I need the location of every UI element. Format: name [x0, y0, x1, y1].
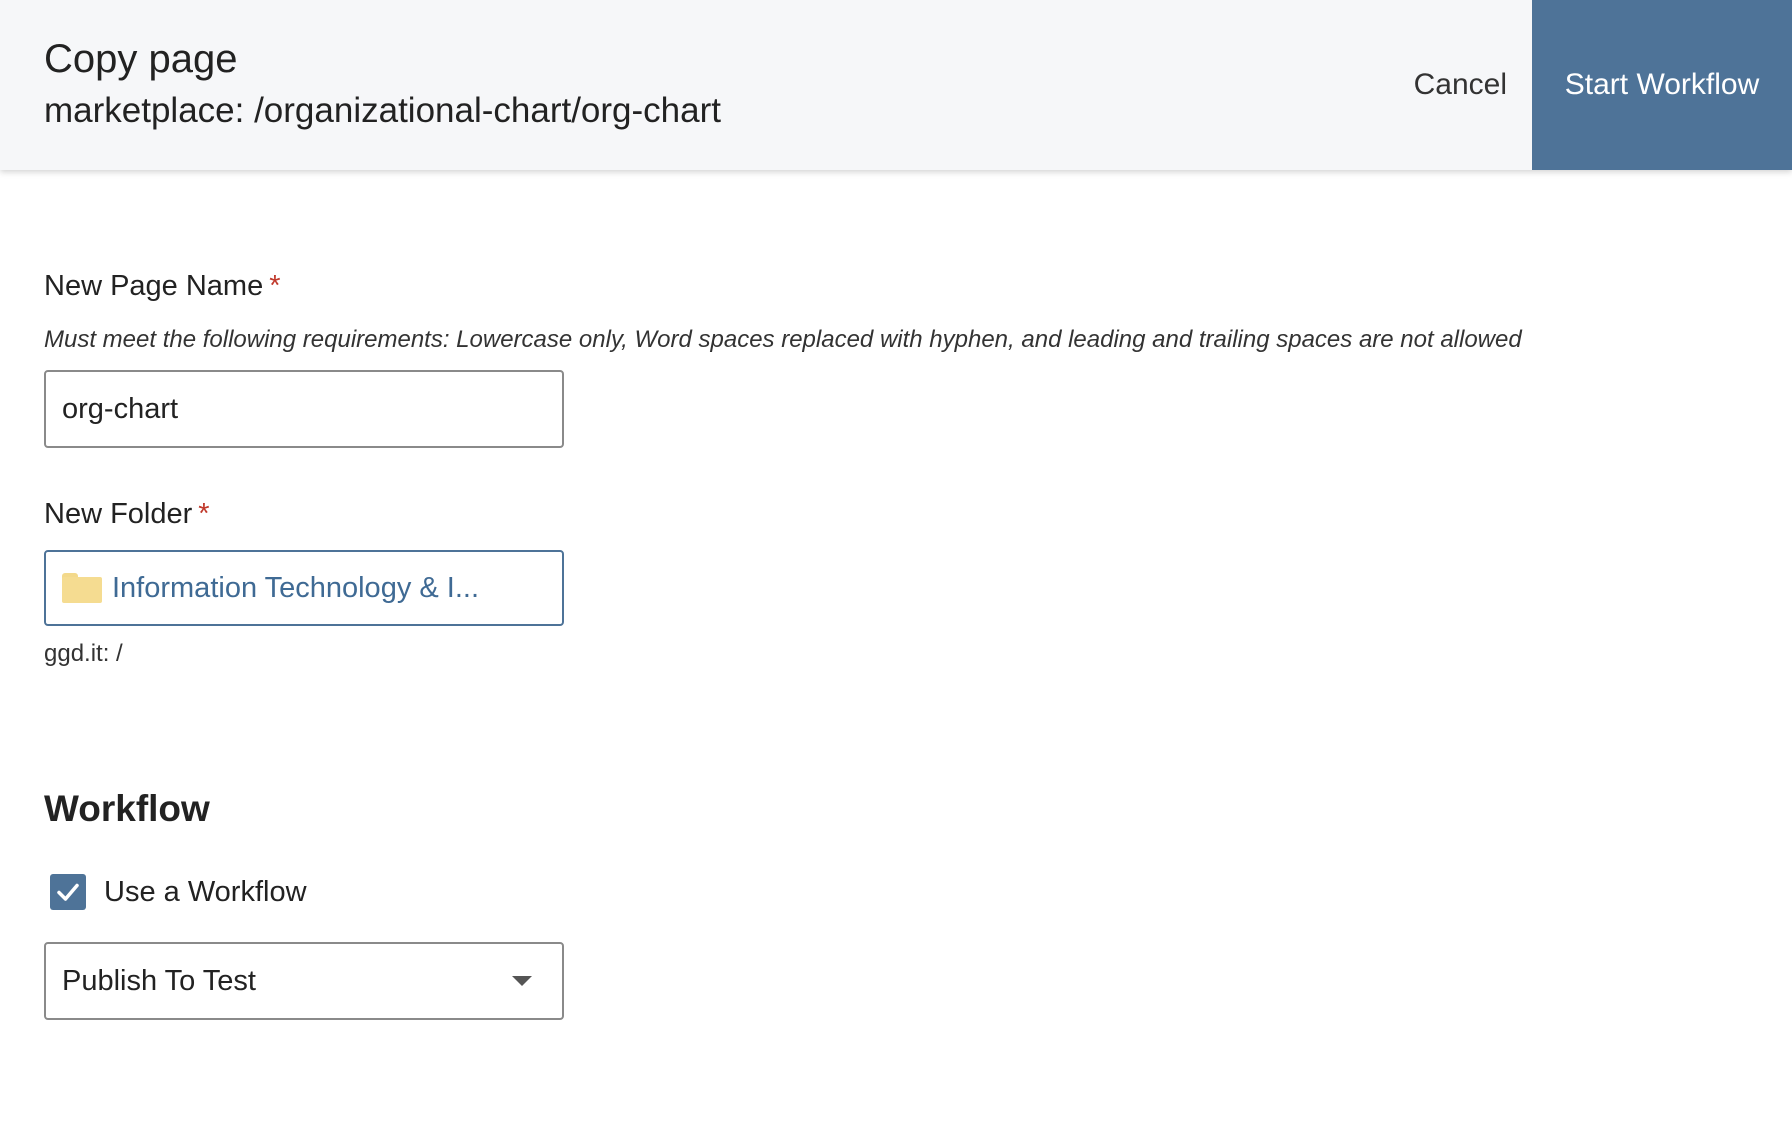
workflow-select-value: Publish To Test	[62, 964, 256, 997]
start-workflow-button[interactable]: Start Workflow	[1532, 0, 1792, 170]
dialog-header	[0, 0, 1792, 170]
page-subtitle: marketplace: /organizational-chart/org-chart	[44, 91, 721, 130]
checkmark-icon	[55, 879, 81, 905]
folder-name: Information Technology & I...	[112, 571, 480, 604]
page-name-hint: Must meet the following requirements: Lowercase only, Word spaces replaced with hyphen, and leading and trailing spaces are not allowed	[44, 326, 1522, 353]
workflow-select[interactable]	[44, 942, 564, 1020]
use-workflow-row[interactable]	[44, 874, 307, 910]
cancel-button[interactable]: Cancel	[1414, 0, 1507, 170]
folder-label: New Folder	[44, 498, 193, 530]
use-workflow-label: Use a Workflow	[104, 875, 307, 908]
folder-label-row	[44, 496, 210, 532]
workflow-heading: Workflow	[44, 788, 210, 829]
page-name-label-row	[44, 268, 281, 304]
page-name-label: New Page Name	[44, 270, 264, 302]
chevron-down-icon	[512, 976, 532, 986]
folder-picker[interactable]	[44, 550, 564, 626]
page-name-input[interactable]	[44, 370, 564, 448]
folder-icon	[62, 573, 102, 603]
header-titles	[44, 34, 721, 134]
required-marker: *	[198, 498, 210, 530]
use-workflow-checkbox[interactable]	[50, 874, 86, 910]
page-title: Copy page	[44, 37, 238, 81]
folder-path: ggd.it: /	[44, 640, 123, 667]
required-marker: *	[269, 270, 281, 302]
